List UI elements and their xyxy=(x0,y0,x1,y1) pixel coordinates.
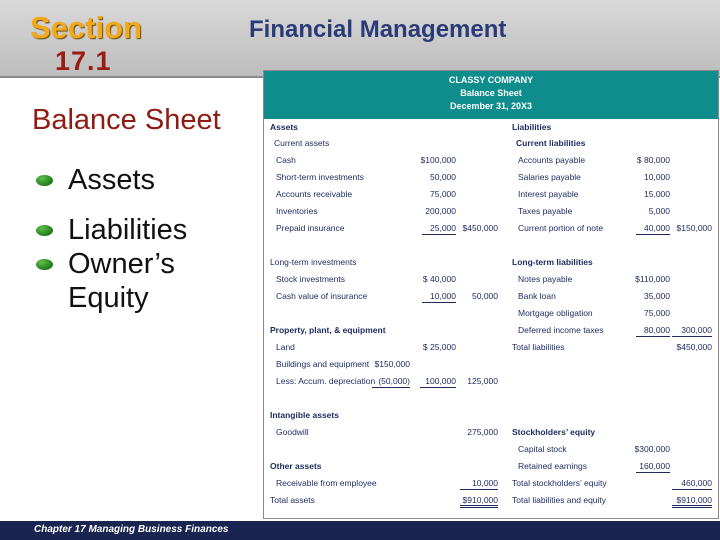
asset-amount: 75,000 xyxy=(430,189,456,199)
asset-label: Buildings and equipment xyxy=(276,359,370,369)
slide-header xyxy=(0,0,720,78)
liability-amount: 35,000 xyxy=(644,291,670,301)
equity-label: Capital stock xyxy=(518,444,567,454)
asset-label: Inventories xyxy=(276,206,318,216)
asset-amount: 25,000 xyxy=(422,223,456,235)
asset-amount: $ 25,000 xyxy=(422,342,456,352)
asset-label: Less: Accum. depreciation xyxy=(276,376,376,386)
total-assets-label: Total assets xyxy=(270,495,315,505)
bullet-dot-icon xyxy=(36,175,53,186)
total-liabilities-value: $450,000 xyxy=(676,342,712,352)
liability-label: Deferred income taxes xyxy=(518,325,604,335)
asset-amount: 200,000 xyxy=(425,206,456,216)
bullet-dot-icon xyxy=(36,259,53,270)
liability-label: Taxes payable xyxy=(518,206,573,216)
asset-amount: (50,000) xyxy=(372,376,410,388)
liability-amount: $110,000 xyxy=(635,274,670,284)
asset-label: Cash value of insurance xyxy=(276,291,368,301)
bullet-list xyxy=(36,163,248,315)
slide-footer xyxy=(0,521,720,540)
liability-label: Interest payable xyxy=(518,189,579,199)
asset-subtotal: $450,000 xyxy=(462,223,498,233)
bullet-dot-icon xyxy=(36,225,53,236)
footer-text: Chapter 17 Managing Business Finances xyxy=(34,524,229,535)
total-liabilities-equity-value: $910,000 xyxy=(672,495,712,508)
bullet-item: Assets xyxy=(36,163,248,197)
balance-sheet-header xyxy=(264,71,718,119)
asset-subtotal: 50,000 xyxy=(472,291,498,301)
total-assets-value: $910,000 xyxy=(460,495,498,508)
liability-label: Accounts payable xyxy=(518,155,586,165)
liability-label: Notes payable xyxy=(518,274,573,284)
assets-heading: Assets xyxy=(270,122,298,132)
balance-sheet-date: December 31, 20X3 xyxy=(449,101,533,111)
liability-label: Salaries payable xyxy=(518,172,581,182)
total-liabilities-label: Total liabilities xyxy=(512,342,565,352)
ppe-heading: Property, plant, & equipment xyxy=(270,325,386,335)
asset-amount: 100,000 xyxy=(420,376,456,388)
total-equity-label: Total stockholders’ equity xyxy=(512,478,607,488)
liability-amount: 15,000 xyxy=(644,189,670,199)
asset-label: Receivable from employee xyxy=(276,478,377,488)
asset-label: Short-term investments xyxy=(276,172,364,182)
equity-amount: $300,000 xyxy=(634,444,670,454)
asset-amount: 50,000 xyxy=(430,172,456,182)
bullet-item: Owner’s Equity xyxy=(36,247,248,315)
bullet-item: Liabilities xyxy=(36,213,248,247)
section-label: Section xyxy=(30,10,142,45)
current-liabilities-heading: Current liabilities xyxy=(516,138,586,148)
course-title: Financial Management xyxy=(249,16,507,43)
balance-sheet-table xyxy=(263,70,719,519)
asset-label: Prepaid insurance xyxy=(276,223,345,233)
liability-label: Current portion of note xyxy=(518,223,604,233)
liability-amount: 5,000 xyxy=(648,206,670,216)
liability-label: Bank loan xyxy=(518,291,556,301)
liabilities-heading: Liabilities xyxy=(512,122,552,132)
asset-label: Accounts receivable xyxy=(276,189,353,199)
liability-subtotal: 300,000 xyxy=(672,325,712,337)
liability-amount: $ 80,000 xyxy=(636,155,670,165)
liability-label: Mortgage obligation xyxy=(518,308,593,318)
equity-label: Retained earnings xyxy=(518,461,587,471)
equity-heading: Stockholders’ equity xyxy=(512,427,596,437)
asset-label: Stock investments xyxy=(276,274,345,284)
liability-amount: 10,000 xyxy=(644,172,670,182)
intangible-heading: Intangible assets xyxy=(270,410,339,420)
liability-amount: 80,000 xyxy=(636,325,670,337)
slide-title: Balance Sheet xyxy=(32,104,221,136)
asset-label: Goodwill xyxy=(276,427,309,437)
asset-amount: $ 40,000 xyxy=(422,274,456,284)
liability-amount: 40,000 xyxy=(636,223,670,235)
equity-amount: 160,000 xyxy=(636,461,670,473)
asset-subtotal: 125,000 xyxy=(467,376,498,386)
asset-subtotal: 275,000 xyxy=(467,427,498,437)
other-assets-heading: Other assets xyxy=(270,461,322,471)
total-equity-value: 460,000 xyxy=(672,478,712,490)
asset-amount: $100,000 xyxy=(420,155,456,165)
long-term-investments-heading: Long-term investments xyxy=(270,257,357,267)
asset-amount: $150,000 xyxy=(374,359,410,369)
current-assets-heading: Current assets xyxy=(274,138,330,148)
asset-amount: 10,000 xyxy=(422,291,456,303)
asset-label: Land xyxy=(276,342,295,352)
balance-sheet-title: Balance Sheet xyxy=(460,88,522,98)
total-liabilities-equity-label: Total liabilities and equity xyxy=(512,495,607,505)
company-name: CLASSY COMPANY xyxy=(448,75,534,85)
asset-subtotal: 10,000 xyxy=(460,478,498,490)
liability-subtotal: $150,000 xyxy=(676,223,712,233)
liability-amount: 75,000 xyxy=(644,308,670,318)
long-term-liabilities-heading: Long-term liabilities xyxy=(512,257,593,267)
section-number: 17.1 xyxy=(55,46,112,76)
asset-label: Cash xyxy=(276,155,296,165)
